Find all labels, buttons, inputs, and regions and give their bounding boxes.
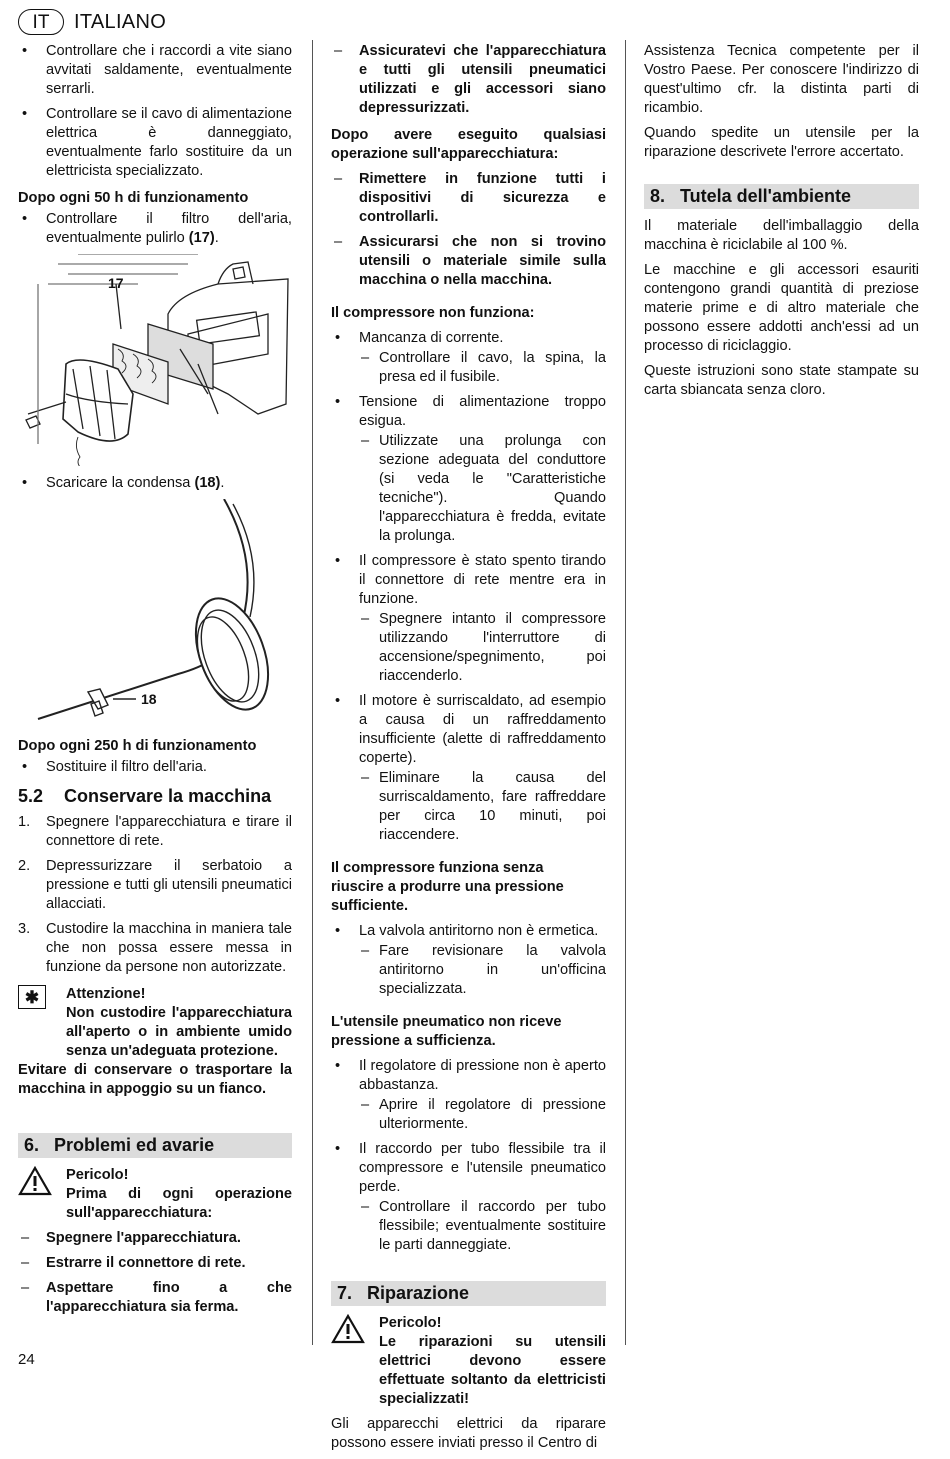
bullet-list	[18, 474, 292, 493]
list-item: • Mancanza di corrente. – Controllare il cavo, la spina, la presa ed il fusibile.	[331, 329, 606, 387]
after-operation-list	[331, 170, 606, 290]
bullet-list	[18, 758, 292, 777]
language-badge: IT	[18, 9, 64, 35]
list-item: • Controllare il filtro dell'aria, eventualmente pulirlo (17).	[18, 210, 292, 248]
paragraph: Queste istruzioni sono state stampate su carta sbiancata senza cloro.	[644, 363, 919, 398]
list-item: – Assicurarsi che non si trovino utensili o materiale simile sulla macchina o nella macchina.	[331, 233, 606, 290]
attention-icon: ✱	[18, 985, 46, 1009]
list-item: • Il motore è surriscaldato, ad esempio a causa di un raffreddamento insufficiente (alette di raffreddamento coperte). – Eliminare la causa del surriscaldamento, fare raffreddare per circa 10 minuti, poi riaccendere.	[331, 692, 606, 845]
list-item: • Tensione di alimentazione troppo esigua. – Utilizzate una prolunga con sezione adeguata del conduttore (si veda le "Caratteristiche tecniche"). Quando l'apparecchiatura è fredda, evitate la prolunga.	[331, 393, 606, 546]
problem-list	[331, 1057, 606, 1255]
remedy-item: – Fare revisionare la valvola antiritorno in un'officina specializzata.	[359, 942, 606, 999]
list-item: • Controllare che i raccordi a vite siano avvitati saldamente, eventualmente serrarli.	[18, 42, 292, 99]
problem-heading: Il compressore funziona senza riuscire a produrre una pressione sufficiente.	[331, 860, 564, 914]
condensate-drain-figure	[18, 499, 292, 729]
warning-triangle-icon	[18, 1166, 52, 1196]
page-number: 24	[18, 1351, 35, 1368]
list-item: • Il compressore è stato spento tirando il connettore di rete mentre era in funzione. – Spegnere intanto il compressore utilizzando l'interruttore di accensione/spegnimento, poi riaccenderlo.	[331, 552, 606, 686]
problem-list	[331, 329, 606, 845]
list-item: • Sostituire il filtro dell'aria.	[18, 758, 292, 777]
column-divider	[312, 40, 313, 1345]
list-item: – Spegnere l'apparecchiatura.	[18, 1229, 292, 1248]
repair-paragraph: Gli apparecchi elettrici da riparare possono essere inviati presso il Centro di	[331, 1416, 606, 1451]
section-heading-7: 7. Riparazione	[331, 1281, 606, 1306]
numbered-list	[18, 813, 292, 977]
list-item: – Rimettere in funzione tutti i dispositivi di sicurezza e controllarli.	[331, 170, 606, 227]
precaution-list	[331, 42, 606, 118]
paragraph: Il materiale dell'imballaggio della macchina è riciclabile al 100 %.	[644, 218, 919, 253]
remedy-item: – Aprire il regolatore di pressione ulteriormente.	[359, 1096, 606, 1134]
problem-heading: L'utensile pneumatico non riceve pressione a sufficienza.	[331, 1014, 562, 1049]
attention-notice: ✱ Attenzione! Non custodire l'apparecchiatura all'aperto o in ambiente umido senza un'adeguata protezione. Evitare di conservare o trasportare la macchina in appoggio su un fianco.	[18, 986, 292, 1097]
danger-list	[18, 1229, 292, 1317]
figure-label-17: 17	[108, 275, 124, 291]
section-heading-8: 8. Tutela dell'ambiente	[644, 184, 919, 209]
paragraph: Le macchine e gli accessori esauriti contengono grandi quantità di preziose materie prime e di altro materiale che possono essere addotti anch'essi ad un processo di riciclaggio.	[644, 262, 919, 354]
remedy-item: – Spegnere intanto il compressore utilizzando l'interruttore di accensione/spegnimento, poi riaccenderlo.	[359, 610, 606, 686]
column-divider	[625, 40, 626, 1345]
remedy-item: – Eliminare la causa del surriscaldamento, fare raffreddare per circa 10 minuti, poi riaccendere.	[359, 769, 606, 845]
paragraph: Assistenza Tecnica competente per il Vostro Paese. Per conoscere l'indirizzo di quest'ultimo cfr. la distinta parti di ricambio.	[644, 43, 919, 116]
subheading-250h: Dopo ogni 250 h di funzionamento	[18, 738, 257, 754]
list-item: • Il raccordo per tubo flessibile tra il compressore e l'utensile pneumatico perde. – Controllare il raccordo per tubo flessibile; eventualmente sostituire le parti danneggiate.	[331, 1140, 606, 1255]
condensate-drain-illustration	[18, 499, 292, 729]
remedy-item: – Controllare il cavo, la spina, la presa ed il fusibile.	[359, 349, 606, 387]
air-filter-figure	[18, 254, 292, 466]
column-3	[644, 42, 919, 406]
list-item: 1. Spegnere l'apparecchiatura e tirare il connettore di rete.	[18, 814, 292, 849]
air-filter-illustration	[18, 254, 292, 466]
list-item: • Controllare se il cavo di alimentazione elettrica è danneggiato, eventualmente farlo sostituire da un elettricista specializzato.	[18, 105, 292, 181]
section-heading-5-2: 5.2 Conservare la macchina	[18, 786, 272, 806]
warning-triangle-icon	[331, 1314, 365, 1344]
list-item: 3. Custodire la macchina in maniera tale che non possa essere messa in funzione da persone non autorizzate.	[18, 921, 292, 975]
list-item: – Assicuratevi che l'apparecchiatura e tutti gli utensili pneumatici utilizzati e gli accessori siano depressurizzati.	[331, 42, 606, 118]
problem-heading: Il compressore non funziona:	[331, 305, 535, 321]
list-item: – Estrarre il connettore di rete.	[18, 1254, 292, 1273]
danger-notice: Pericolo! Le riparazioni su utensili elettrici devono essere effettuate soltanto da elettricisti specializzati!	[331, 1314, 606, 1409]
column-1	[18, 42, 292, 1323]
list-item: • La valvola antiritorno non è ermetica. – Fare revisionare la valvola antiritorno in un'officina specializzata.	[331, 922, 606, 999]
remedy-item: – Utilizzate una prolunga con sezione adeguata del conduttore (si veda le "Caratteristiche tecniche"). Quando l'apparecchiatura è fredda, evitate la prolunga.	[359, 432, 606, 546]
list-item: • Scaricare la condensa (18).	[18, 474, 292, 493]
page-header	[18, 8, 166, 36]
subheading-after-operation: Dopo avere eseguito qualsiasi operazione sull'apparecchiatura:	[331, 127, 606, 162]
remedy-item: – Controllare il raccordo per tubo flessibile; eventualmente sostituire le parti danneggiate.	[359, 1198, 606, 1255]
list-item: 2. Depressurizzare il serbatoio a pressione e tutti gli utensili pneumatici allacciati.	[18, 858, 292, 912]
subheading-50h: Dopo ogni 50 h di funzionamento	[18, 190, 249, 206]
language-title: ITALIANO	[74, 10, 167, 33]
bullet-list	[18, 42, 292, 181]
danger-notice: Pericolo! Prima di ogni operazione sull'apparecchiatura:	[18, 1166, 292, 1223]
list-item: – Aspettare fino a che l'apparecchiatura sia ferma.	[18, 1279, 292, 1317]
bullet-list	[18, 210, 292, 248]
figure-label-18: 18	[141, 691, 157, 707]
list-item: • Il regolatore di pressione non è aperto abbastanza. – Aprire il regolatore di pressione ulteriormente.	[331, 1057, 606, 1134]
problem-list	[331, 922, 606, 999]
paragraph: Quando spedite un utensile per la riparazione descrivete l'errore accertato.	[644, 125, 919, 160]
section-heading-6: 6. Problemi ed avarie	[18, 1133, 292, 1158]
column-2	[331, 42, 606, 1459]
